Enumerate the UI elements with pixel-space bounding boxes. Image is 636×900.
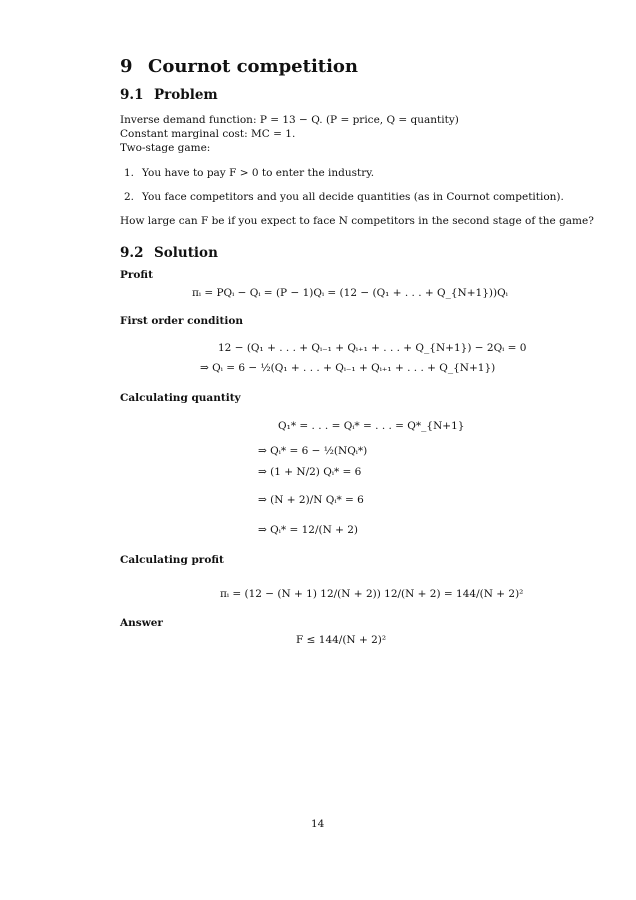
calc-profit-heading: Calculating profit	[120, 554, 224, 566]
solution-number: 9.2	[120, 245, 144, 261]
quantity-equation-4: ⇒ (N + 2)/N Qᵢ* = 6	[258, 494, 364, 506]
solution-heading	[120, 245, 218, 261]
quantity-equation-2: ⇒ Qᵢ* = 6 − ½(NQᵢ*)	[258, 445, 368, 457]
foc-equation-1: 12 − (Q₁ + . . . + Qᵢ₋₁ + Qᵢ₊₁ + . . . + Q_{N+1}) − 2Qᵢ = 0	[218, 342, 527, 354]
list-item	[120, 190, 564, 204]
list-item-text: You face competitors and you all decide quantities (as in Cournot competition).	[142, 191, 564, 203]
section-number: 9	[120, 56, 133, 77]
quantity-equation-5: ⇒ Qᵢ* = 12/(N + 2)	[258, 524, 359, 536]
problem-number: 9.1	[120, 87, 144, 103]
foc-equation-2: ⇒ Qᵢ = 6 − ½(Q₁ + . . . + Qᵢ₋₁ + Qᵢ₊₁ + . . . + Q_{N+1})	[200, 362, 496, 374]
page-number: 14	[311, 818, 325, 830]
list-item-number: 1.	[123, 167, 134, 179]
answer-heading: Answer	[120, 617, 163, 629]
section-heading	[120, 56, 358, 77]
profit-equation: πᵢ = PQᵢ − Qᵢ = (P − 1)Qᵢ = (12 − (Q₁ + . . . + Q_{N+1}))Qᵢ	[192, 287, 508, 299]
quantity-heading: Calculating quantity	[120, 392, 241, 404]
foc-heading: First order condition	[120, 315, 243, 327]
problem-line-game: Two-stage game:	[120, 142, 211, 154]
problem-heading	[120, 87, 218, 103]
quantity-equation-1: Q₁* = . . . = Qᵢ* = . . . = Q*_{N+1}	[278, 420, 465, 432]
problem-line-cost: Constant marginal cost: MC = 1.	[120, 128, 296, 140]
problem-question: How large can F be if you expect to face N competitors in the second stage of the game?	[120, 215, 594, 227]
quantity-equation-3: ⇒ (1 + N/2) Qᵢ* = 6	[258, 466, 362, 478]
list-item-number: 2.	[123, 191, 134, 203]
list-item-text: You have to pay F > 0 to enter the industry.	[142, 167, 375, 179]
solution-title: Solution	[154, 245, 218, 261]
profit-heading: Profit	[120, 269, 153, 281]
calc-profit-equation: πᵢ = (12 − (N + 1) 12/(N + 2)) 12/(N + 2) = 144/(N + 2)²	[220, 588, 524, 600]
list-item	[120, 166, 374, 180]
answer-equation: F ≤ 144/(N + 2)²	[296, 634, 387, 646]
problem-title: Problem	[154, 87, 218, 103]
problem-line-demand: Inverse demand function: P = 13 − Q. (P = price, Q = quantity)	[120, 114, 459, 126]
section-title: Cournot competition	[148, 56, 359, 77]
